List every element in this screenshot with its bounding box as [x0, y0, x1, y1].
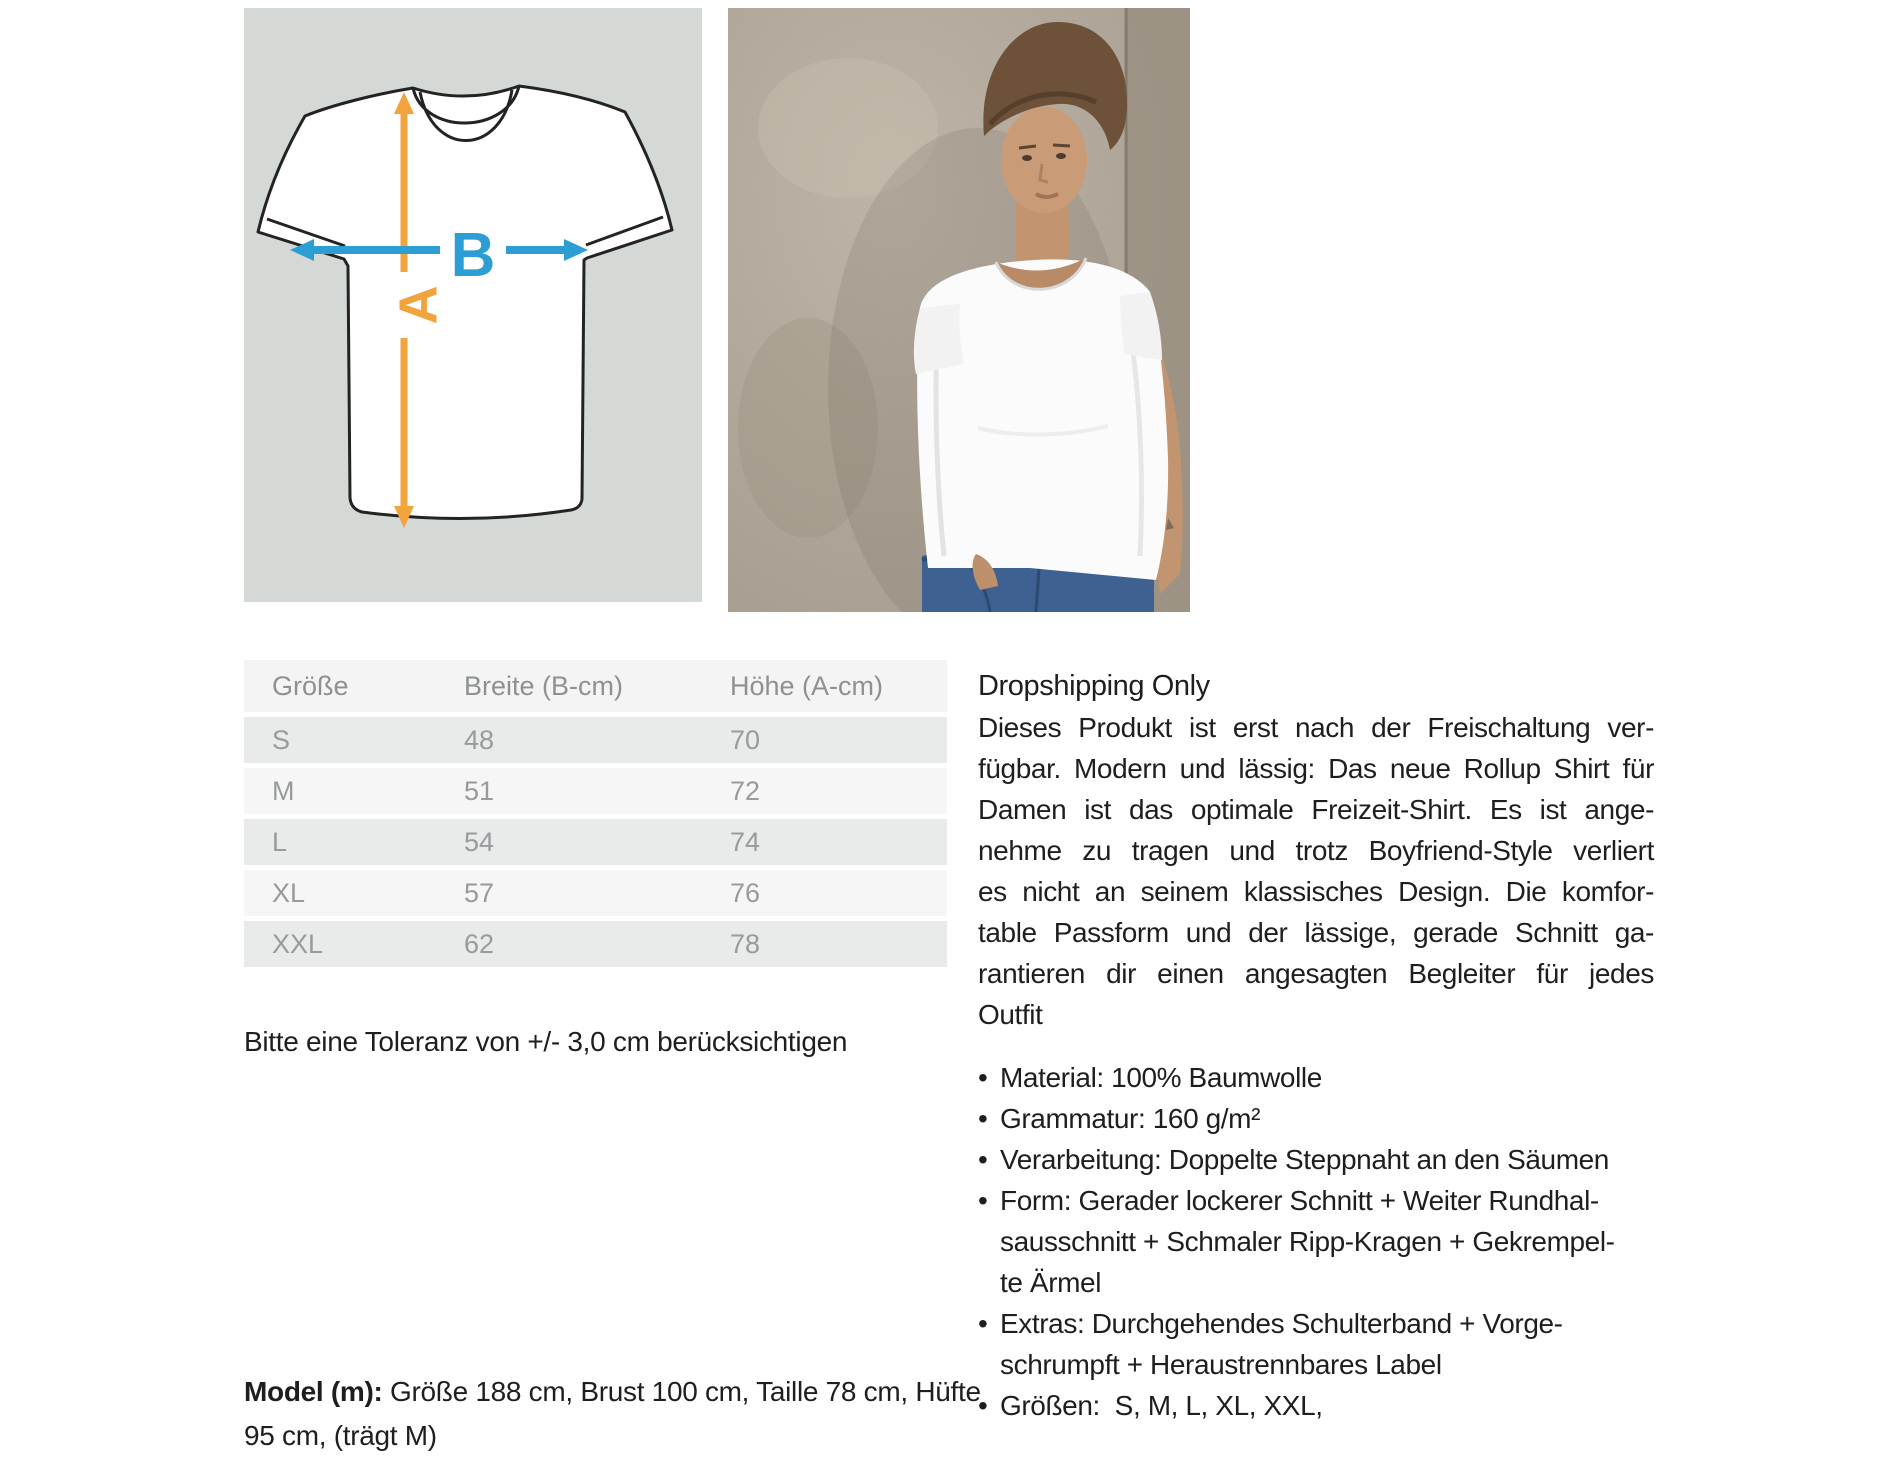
size-table-header: Größe [244, 660, 434, 712]
bullet-icon: • [978, 1185, 988, 1216]
description-line: Damen ist das optimale Freizeit-Shirt. Es ist ange- [978, 794, 1654, 825]
feature-line: Form: Gerader lockerer Schnitt + Weiter Rundhal- [1000, 1185, 1599, 1216]
feature-line: Material: 100% Baumwolle [1000, 1062, 1322, 1093]
feature-line: Extras: Durchgehendes Schulterband + Vorge- [1000, 1308, 1563, 1339]
bullet-icon: • [978, 1062, 988, 1093]
feature-item [978, 1303, 1654, 1385]
size-table-section [244, 660, 947, 972]
description-line: fügbar. Modern und lässig: Das neue Rollup Shirt für [978, 753, 1654, 784]
size-table-row [244, 819, 947, 865]
size-table-cell: 62 [434, 921, 730, 967]
size-table-cell: M [244, 768, 434, 814]
size-table-row [244, 870, 947, 916]
bullet-icon: • [978, 1103, 988, 1134]
size-table-row [244, 717, 947, 763]
tshirt-measurement-illustration [244, 8, 702, 602]
feature-line: te Ärmel [1000, 1267, 1102, 1298]
model-info-text: Größe 188 cm, Brust 100 cm, Taille 78 cm, Hüfte 95 cm, (trägt M) [244, 1376, 981, 1451]
feature-line: schrumpft + Heraustrennbares Label [1000, 1349, 1442, 1380]
feature-item [978, 1180, 1654, 1303]
size-table-cell: 76 [730, 870, 947, 916]
size-table-cell: XXL [244, 921, 434, 967]
model-photo-illustration [728, 8, 1190, 612]
size-table-cell: S [244, 717, 434, 763]
feature-line: Größen: S, M, L, XL, XXL, [1000, 1390, 1323, 1421]
size-diagram [244, 8, 702, 602]
feature-item [978, 1139, 1654, 1180]
feature-list [978, 1057, 1654, 1426]
size-table-cell: 57 [434, 870, 730, 916]
size-table-cell: 54 [434, 819, 730, 865]
model-info [244, 1370, 992, 1458]
description-line: rantieren dir einen angesagten Begleiter für jedes [978, 958, 1654, 989]
size-table-cell: 48 [434, 717, 730, 763]
description-line: Outfit [978, 999, 1043, 1030]
feature-item [978, 1385, 1654, 1426]
size-table-cell: 70 [730, 717, 947, 763]
bullet-icon: • [978, 1308, 988, 1339]
description-paragraph [978, 707, 1654, 1035]
size-table-header-row [244, 660, 947, 712]
diagram-label-b: B [450, 221, 496, 290]
feature-line: Verarbeitung: Doppelte Steppnaht an den Säumen [1000, 1144, 1609, 1175]
tshirt-outline [258, 86, 672, 519]
bullet-icon: • [978, 1390, 988, 1421]
size-table-cell: 72 [730, 768, 947, 814]
tolerance-note: Bitte eine Toleranz von +/- 3,0 cm berücksichtigen [244, 1026, 848, 1057]
description-heading: Dropshipping Only [978, 670, 1210, 702]
description-line: es nicht an seinem klassisches Design. Die komfor- [978, 876, 1654, 907]
feature-line: Grammatur: 160 g/m² [1000, 1103, 1261, 1134]
size-table-row [244, 921, 947, 967]
product-description [978, 666, 1654, 1426]
description-line: Dieses Produkt ist erst nach der Freischaltung ver- [978, 712, 1654, 743]
size-table [244, 655, 947, 972]
size-table-header: Höhe (A-cm) [730, 660, 947, 712]
bullet-icon: • [978, 1144, 988, 1175]
feature-item [978, 1057, 1654, 1098]
diagram-label-a: A [388, 285, 449, 325]
size-table-cell: 74 [730, 819, 947, 865]
description-line: table Passform und der lässige, gerade Schnitt ga- [978, 917, 1654, 948]
feature-line: sausschnitt + Schmaler Ripp-Kragen + Gekrempel- [1000, 1226, 1615, 1257]
size-table-cell: 51 [434, 768, 730, 814]
size-table-cell: L [244, 819, 434, 865]
description-line: nehme zu tragen und trotz Boyfriend-Style verliert [978, 835, 1654, 866]
feature-item [978, 1098, 1654, 1139]
size-table-cell: XL [244, 870, 434, 916]
model-info-label: Model (m): [244, 1376, 383, 1407]
size-table-row [244, 768, 947, 814]
size-table-header: Breite (B-cm) [434, 660, 730, 712]
size-table-cell: 78 [730, 921, 947, 967]
product-photo [728, 8, 1190, 612]
